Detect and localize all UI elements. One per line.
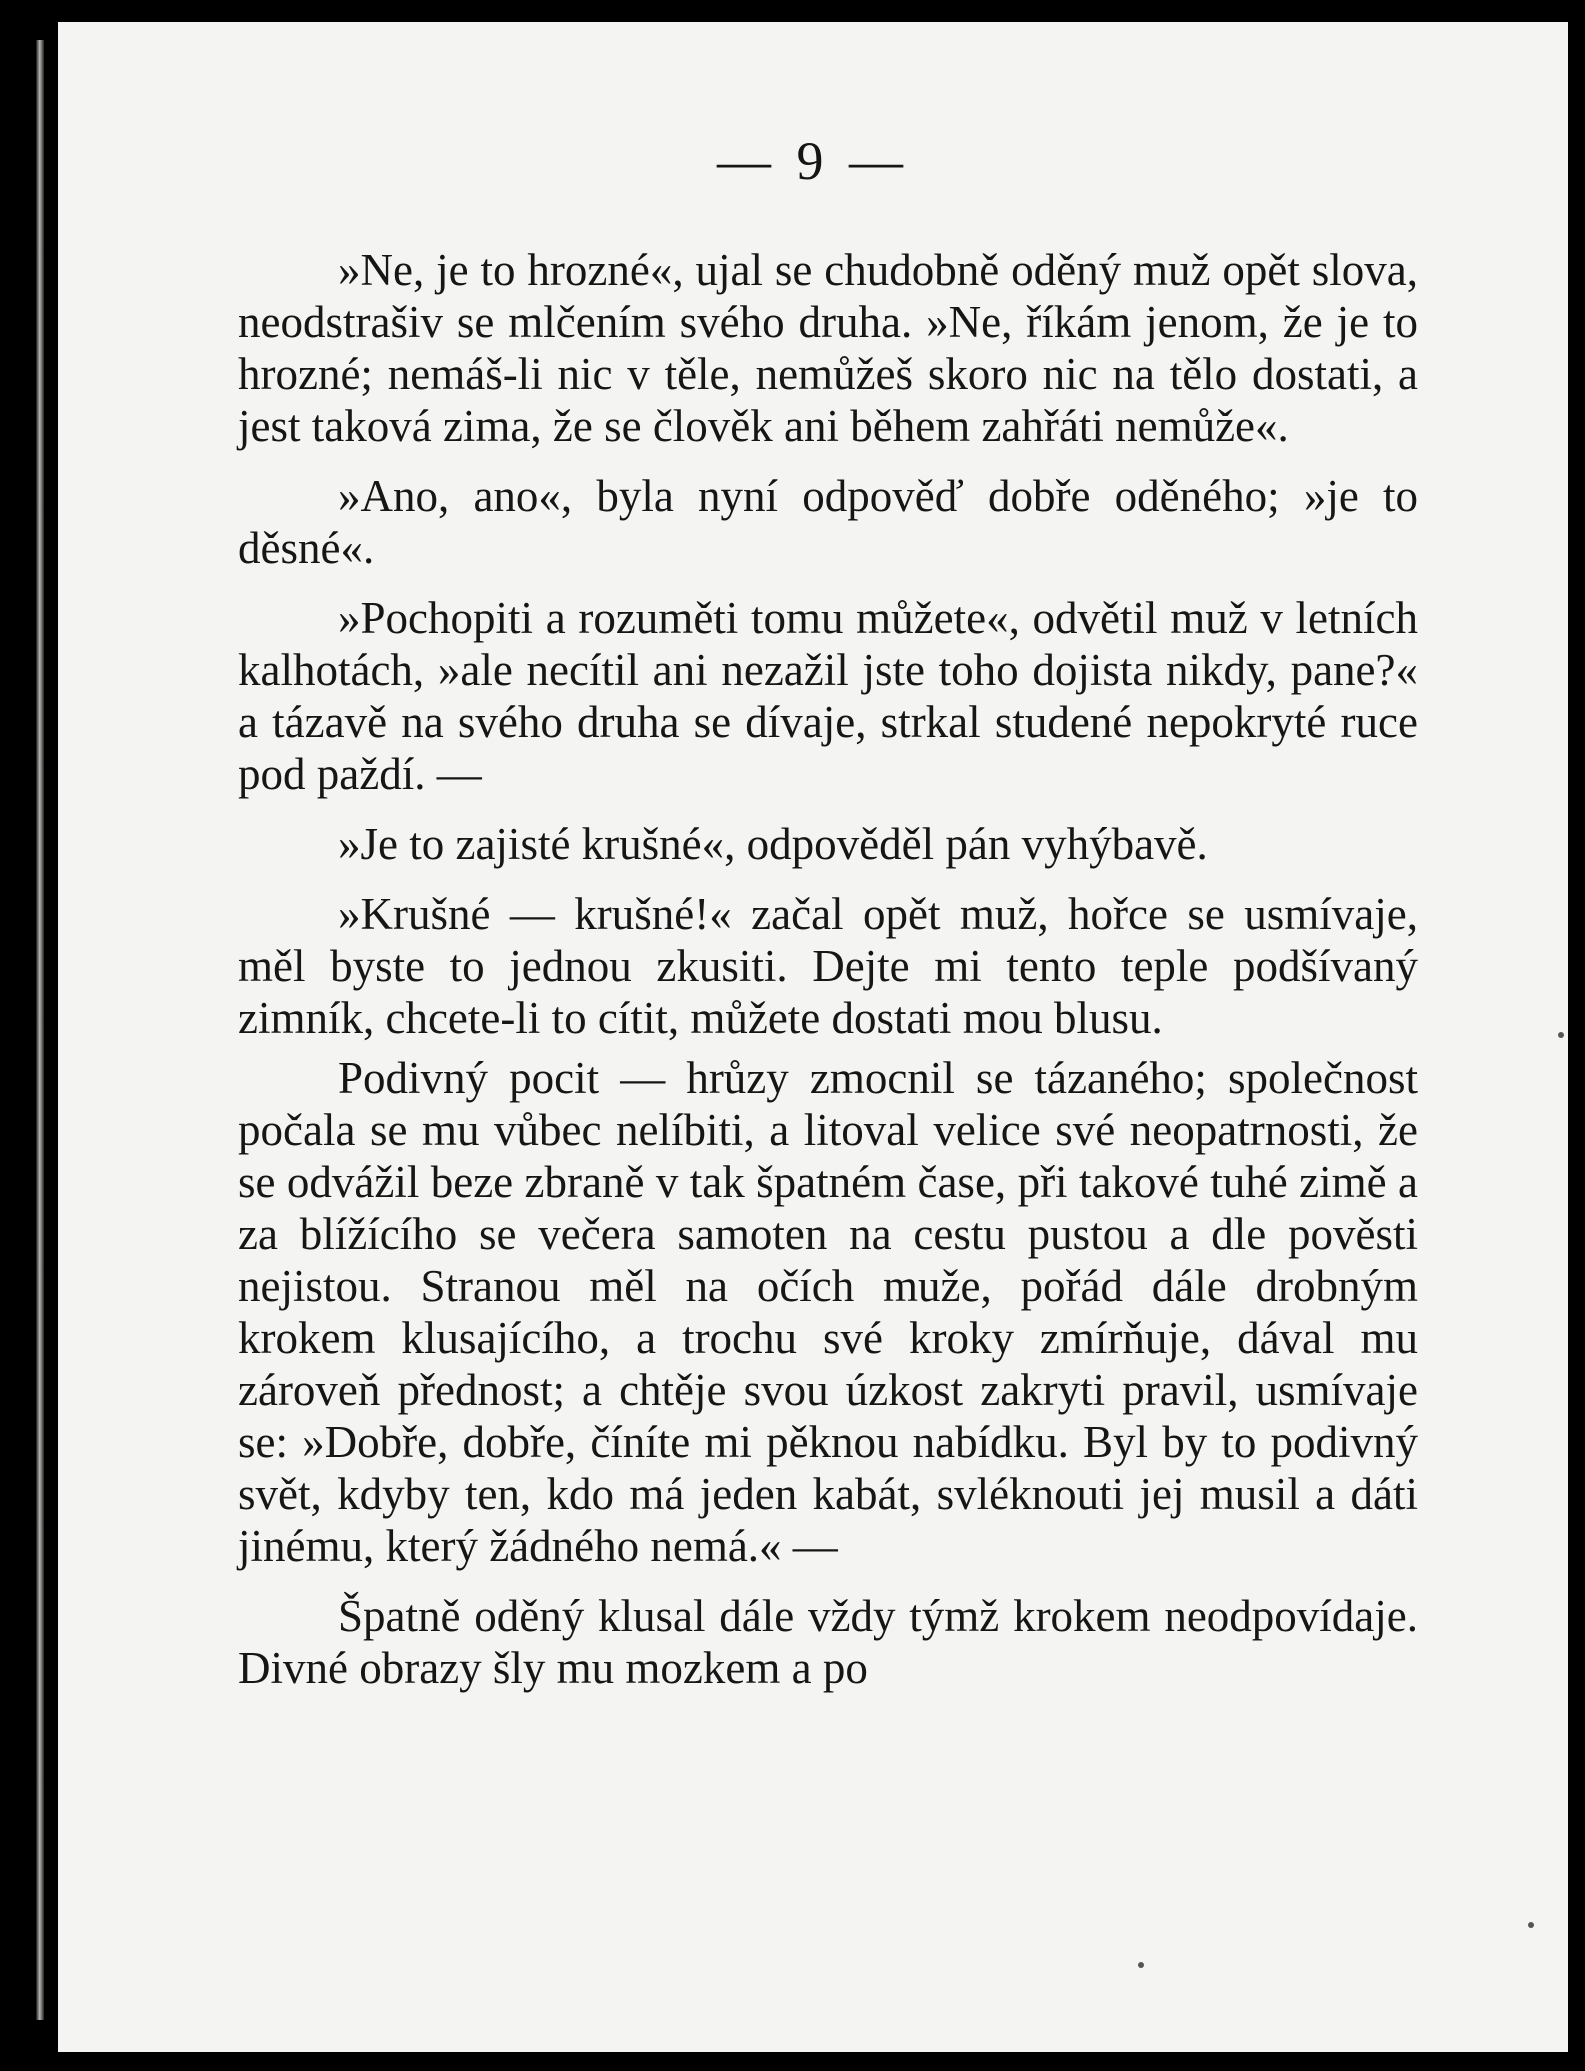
page-number: — 9 —	[717, 131, 909, 191]
paragraph-7: Špatně oděný klusal dále vždy týmž krokem neodpovídaje. Divné obrazy šly mu mozkem a po	[238, 1591, 1418, 1693]
paper-speck	[1558, 1032, 1564, 1038]
body-text	[238, 244, 1418, 1694]
paragraph-4: »Je to zajisté krušné«, odpověděl pán vyhýbavě.	[338, 819, 1208, 869]
paragraph-2: »Ano, ano«, byla nyní odpověď dobře oděného; »je to děsné«.	[238, 471, 1418, 573]
paper-speck	[1528, 1922, 1534, 1928]
paragraph-3: »Pochopiti a rozuměti tomu můžete«, odvětil muž v letních kalhotách, »ale necítil ani nezažil jste toho dojista nikdy, pane?« a tázavě na svého druha se dívaje, strkal studené nepokryté ruce pod paždí. —	[238, 593, 1418, 799]
paragraph-6: Podivný pocit — hrůzy zmocnil se tázaného; společnost počala se mu vůbec nelíbiti, a litoval velice své neopatrnosti, že se odvážil beze zbraně v tak špatném čase, při takové tuhé zimě a za blížícího se večera samoten na cestu pustou a dle pověsti nejistou. Stranou měl na očích muže, pořád dále drobným krokem klusajícího, a trochu své kroky zmírňuje, dával mu zároveň přednost; a chtěje svou úzkost zakryti pravil, usmívaje se: »Dobře, dobře, číníte mi pěknou nabídku. Byl by to podivný svět, kdyby ten, kdo má jeden kabát, svléknouti jej musil a dáti jinému, který žádného nemá.« —	[238, 1053, 1418, 1571]
paragraph-5: »Krušné — krušné!« začal opět muž, hořce se usmívaje, měl byste to jednou zkusiti. Dejte mi tento teple podšívaný zimník, chcete-li to cítit, můžete dostati mou blusu.	[238, 889, 1418, 1043]
paragraph-1: »Ne, je to hrozné«, ujal se chudobně oděný muž opět slova, neodstrašiv se mlčením svého druha. »Ne, říkám jenom, že je to hrozné; nemáš-li nic v těle, nemůžeš skoro nic na tělo dostati, a jest taková zima, že se člověk ani během zahřáti nemůže«.	[238, 245, 1418, 451]
book-page	[58, 22, 1568, 2052]
binding-edge	[36, 40, 44, 2020]
book-binding	[0, 0, 58, 2071]
paper-speck	[1138, 1962, 1144, 1968]
